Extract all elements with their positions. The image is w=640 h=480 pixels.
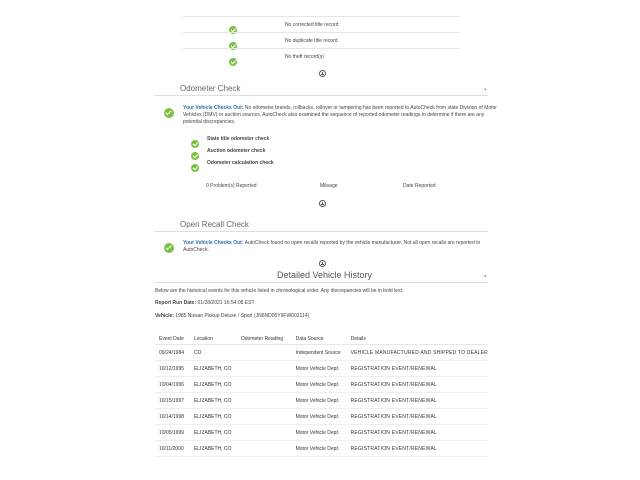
event-details: REGISTRATION EVENT/RENEWAL xyxy=(347,393,488,409)
check-icon xyxy=(164,105,174,123)
report-run-date: Report Run Date: 01/28/2021 16:54:08 EST xyxy=(155,300,255,306)
event-odometer xyxy=(237,441,292,457)
section-title-history: Detailed Vehicle History xyxy=(277,270,373,280)
odometer-check-item: Odometer calculation check xyxy=(207,160,274,166)
table-row xyxy=(155,409,488,425)
event-location: CO xyxy=(190,345,237,361)
mileage-header: Mileage xyxy=(320,183,338,189)
divider xyxy=(155,282,488,283)
event-odometer xyxy=(237,393,292,409)
column-header-event-date: Event Date xyxy=(155,333,190,345)
event-details: VEHICLE MANUFACTURED AND SHIPPED TO DEALER xyxy=(347,345,488,361)
event-date: 10/11/2000 xyxy=(155,441,190,457)
section-title-recall: Open Recall Check xyxy=(180,220,249,229)
history-intro: Below are the historical events for this vehicle listed in chronological order. Any discrepancies will be in bold text. xyxy=(155,288,404,294)
collapse-chevron-icon[interactable]: ▴ xyxy=(484,86,487,92)
expand-plus-icon[interactable] xyxy=(319,200,326,207)
vehicle-description: Vehicle: 1985 Nissan Pickup Deluxe / Sport (JN6ND06Y9FW002114) xyxy=(155,313,310,319)
expand-plus-icon[interactable] xyxy=(319,70,326,77)
event-odometer xyxy=(237,361,292,377)
recall-summary: Your Vehicle Checks Out: AutoCheck found no open recalls reported by the vehicle manufacturer. Not all open recalls are reported to xyxy=(183,240,481,246)
event-details: REGISTRATION EVENT/RENEWAL xyxy=(347,377,488,393)
title-record-item: No theft record(s) xyxy=(285,54,324,60)
title-record-item: No corrected title record xyxy=(285,22,339,28)
check-icon xyxy=(229,53,237,71)
divider xyxy=(183,16,460,17)
event-details: REGISTRATION EVENT/RENEWAL xyxy=(347,441,488,457)
table-row xyxy=(155,441,488,457)
column-header-location: Location xyxy=(190,333,237,345)
table-row xyxy=(155,393,488,409)
odometer-check-item: State title odometer check xyxy=(207,136,270,142)
event-source: Motor Vehicle Dept. xyxy=(292,441,347,457)
event-source: Motor Vehicle Dept. xyxy=(292,377,347,393)
column-header-details: Details xyxy=(347,333,488,345)
divider xyxy=(183,32,460,33)
event-date: 10/05/1999 xyxy=(155,425,190,441)
table-row xyxy=(155,361,488,377)
expand-plus-icon[interactable] xyxy=(319,260,326,267)
column-header-data-source: Data Source xyxy=(292,333,347,345)
event-location: ELIZABETH, CO xyxy=(190,361,237,377)
table-row xyxy=(155,425,488,441)
odometer-check-item: Auction odometer check xyxy=(207,148,266,154)
divider xyxy=(183,48,460,49)
problems-reported: 0 Problem(s) Reported xyxy=(206,183,257,189)
divider xyxy=(155,231,488,232)
odometer-summary-line-3: potential discrepancies. xyxy=(183,119,236,125)
check-icon xyxy=(164,240,174,258)
event-date: 10/04/1996 xyxy=(155,377,190,393)
event-date: 10/15/1997 xyxy=(155,393,190,409)
event-source: Independent Source xyxy=(292,345,347,361)
event-source: Motor Vehicle Dept. xyxy=(292,425,347,441)
event-odometer xyxy=(237,409,292,425)
event-odometer xyxy=(237,345,292,361)
title-record-item: No duplicate title record xyxy=(285,38,338,44)
event-odometer xyxy=(237,377,292,393)
column-header-odometer: Odometer Reading xyxy=(237,333,292,345)
collapse-chevron-icon[interactable]: ▴ xyxy=(484,273,487,279)
event-location: ELIZABETH, CO xyxy=(190,377,237,393)
table-row xyxy=(155,345,488,361)
table-row xyxy=(155,377,488,393)
event-location: ELIZABETH, CO xyxy=(190,425,237,441)
odometer-summary: Your Vehicle Checks Out: No odometer brands, rollbacks, rollover or tampering has been reported to AutoCheck from state Division of Motor xyxy=(183,105,497,111)
event-odometer xyxy=(237,425,292,441)
table-header-row xyxy=(155,333,488,345)
event-location: ELIZABETH, CO xyxy=(190,409,237,425)
check-icon xyxy=(191,159,199,177)
event-details: REGISTRATION EVENT/RENEWAL xyxy=(347,409,488,425)
event-date: 10/12/1995 xyxy=(155,361,190,377)
section-title-odometer: Odometer Check xyxy=(180,84,241,93)
event-source: Motor Vehicle Dept. xyxy=(292,409,347,425)
event-source: Motor Vehicle Dept. xyxy=(292,361,347,377)
event-location: ELIZABETH, CO xyxy=(190,441,237,457)
odometer-summary-line-2: Vehicles (DMV) or auction sources. AutoCheck also examined the sequence of reported odometer readings to determine if there are any xyxy=(183,112,485,118)
date-reported-header: Date Reported xyxy=(403,183,436,189)
event-location: ELIZABETH, CO xyxy=(190,393,237,409)
event-details: REGISTRATION EVENT/RENEWAL xyxy=(347,361,488,377)
event-details: REGISTRATION EVENT/RENEWAL xyxy=(347,425,488,441)
event-source: Motor Vehicle Dept. xyxy=(292,393,347,409)
recall-summary-line-2: AutoCheck. xyxy=(183,247,209,253)
event-date: 10/14/1998 xyxy=(155,409,190,425)
divider xyxy=(155,95,488,96)
event-date: 09/24/1984 xyxy=(155,345,190,361)
history-table xyxy=(155,333,488,457)
